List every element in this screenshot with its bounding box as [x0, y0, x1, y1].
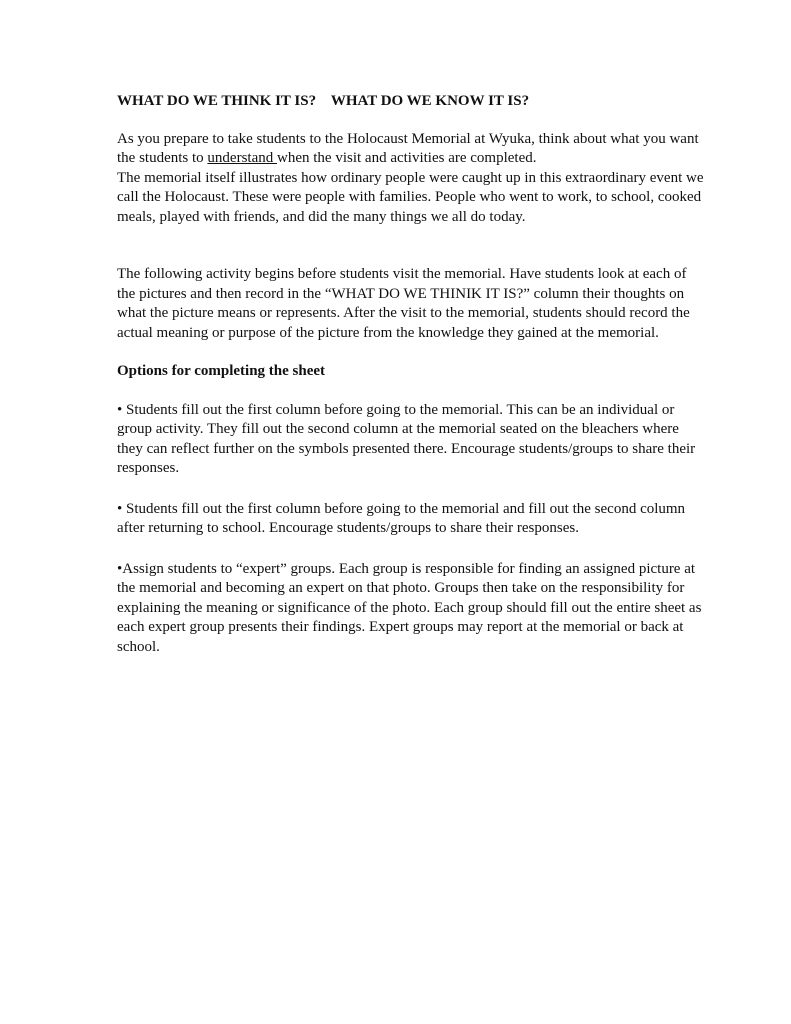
memorial-description: The memorial itself illustrates how ordinary people were caught up in this extraordinary event we call the Holocaust. These were people with families. People who went to work, to school, cooked meals, played with friends, and did the many things we all do today.: [117, 169, 704, 225]
options-heading: Options for completing the sheet: [117, 363, 326, 379]
option-item-2: • Students fill out the first column before going to the memorial and fill out the second column after returning to school. Encourage students/groups to share their responses.: [117, 500, 686, 536]
option-item-1: • Students fill out the first column before going to the memorial. This can be an individual or group activity. They fill out the second column at the memorial seated on the bleachers where they can reflect further on the symbols presented there. Encourage students/groups to share their responses.: [117, 401, 696, 476]
document-page: [117, 92, 707, 678]
option-item-3: •Assign students to “expert” groups. Each group is responsible for finding an assigned picture at the memorial and becoming an expert on that photo. Groups then take on the responsibility for explaining the meaning or significance of the photo. Each group should fill out the entire sheet as each expert group presents their findings. Expert groups may report at the memorial or back at school.: [117, 560, 702, 655]
section-spacer: [117, 343, 707, 362]
intro-text-end: when the visit and activities are completed.: [277, 150, 537, 166]
document-title: WHAT DO WE THINK IT IS? WHAT DO WE KNOW IT IS?: [117, 93, 530, 109]
intro-paragraph: [117, 130, 707, 228]
activity-paragraph: The following activity begins before students visit the memorial. Have students look at each of the pictures and then record in the “WHAT DO WE THINIK IT IS?” column their thoughts on what the picture means or represents. After the visit to the memorial, students should record the actual meaning or purpose of the picture from the knowledge they gained at the memorial.: [117, 266, 690, 341]
intro-text-start: As you prepare to take students to the Holocaust Memorial at Wyuka, think about what you want the students to: [117, 130, 699, 166]
intro-underlined-word: understand: [207, 150, 277, 166]
section-spacer: [117, 227, 707, 265]
